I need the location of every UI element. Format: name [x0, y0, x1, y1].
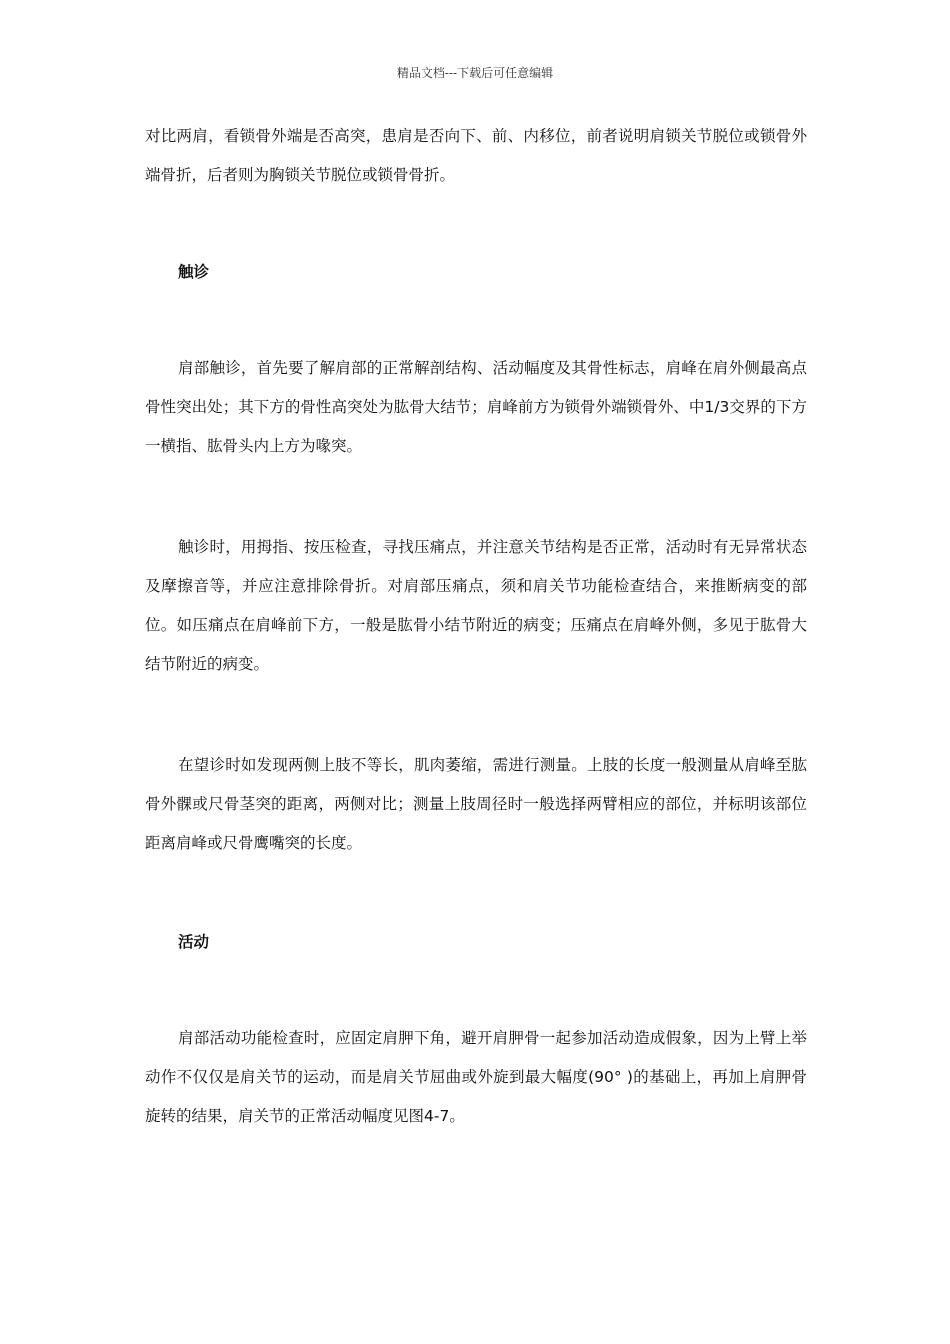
- page-header: 精品文档---下载后可任意编辑: [396, 66, 554, 80]
- paragraph-palpation-method: 触诊时，用拇指、按压检查，寻找压痛点，并注意关节结构是否正常，活动时有无异常状态及摩擦音等，并应注意排除骨折。对肩部压痛点，须和肩关节功能检查结合，来推断病变的部位。如压痛点在肩峰前下方，一般是肱骨小结节附近的病变；压痛点在肩峰外侧，多见于肱骨大结节附近的病变。: [145, 538, 807, 673]
- section-heading-palpation: 触诊: [178, 263, 210, 281]
- paragraph-palpation-anatomy: 肩部触诊，首先要了解肩部的正常解剖结构、活动幅度及其骨性标志，肩峰在肩外侧最高点骨性突出处；其下方的骨性高突处为肱骨大结节；肩峰前方为锁骨外端锁骨外、中1/3交界的下方一横指、肱骨头内上方为喙突。: [145, 359, 807, 455]
- paragraph-intro: 对比两肩，看锁骨外端是否高突，患肩是否向下、前、内移位，前者说明肩锁关节脱位或锁骨外端骨折，后者则为胸锁关节脱位或锁骨骨折。: [145, 127, 807, 184]
- paragraph-measurement: 在望诊时如发现两侧上肢不等长，肌肉萎缩，需进行测量。上肢的长度一般测量从肩峰至肱骨外髁或尺骨茎突的距离，两侧对比；测量上肢周径时一般选择两臂相应的部位，并标明该部位距离肩峰或尺骨鹰嘴突的长度。: [145, 756, 807, 852]
- paragraph-activity: 肩部活动功能检查时，应固定肩胛下角，避开肩胛骨一起参加活动造成假象，因为上臂上举动作不仅仅是肩关节的运动，而是肩关节屈曲或外旋到最大幅度(90° )的基础上，再加上肩胛骨旋转的结果，肩关节的正常活动幅度见图4-7。: [145, 1029, 807, 1125]
- section-heading-activity: 活动: [178, 933, 210, 951]
